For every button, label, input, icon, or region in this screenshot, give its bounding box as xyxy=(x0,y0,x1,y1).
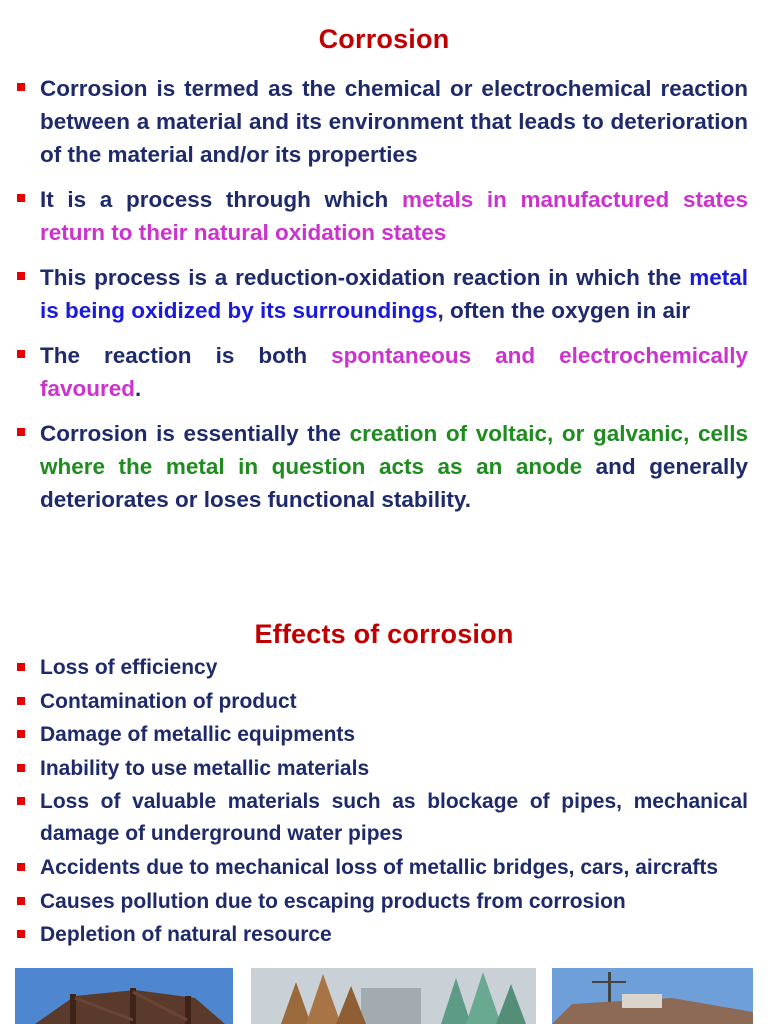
effect-item xyxy=(0,719,768,751)
statue-of-liberty-photo xyxy=(251,968,536,1024)
effect-text: Loss of valuable materials such as blockage of pipes, mechanical damage of underground water pipes xyxy=(40,790,748,846)
effect-item xyxy=(0,886,768,918)
bullet-square-icon xyxy=(17,797,25,805)
bullet-item xyxy=(0,183,768,249)
bullet-square-icon xyxy=(17,350,25,358)
highlighted-text: spontaneous and electrochemically favoured xyxy=(40,343,748,401)
bullet-text: The reaction is both xyxy=(40,343,332,368)
definition-bullet-list xyxy=(0,72,768,528)
corroded-bridge-photo xyxy=(15,968,233,1024)
bullet-square-icon xyxy=(17,194,25,202)
bullet-text: and generally deteriorates or loses functional stability. xyxy=(40,454,748,512)
bullet-text: . xyxy=(135,376,142,401)
effect-item xyxy=(0,686,768,718)
effect-text: Inability to use metallic materials xyxy=(40,756,370,780)
highlighted-text: metals in manufactured states return to their natural oxidation states xyxy=(40,187,748,245)
bullet-square-icon xyxy=(17,663,25,671)
bullet-square-icon xyxy=(17,897,25,905)
bullet-square-icon xyxy=(17,930,25,938)
rusted-ship-photo xyxy=(552,968,753,1024)
bullet-square-icon xyxy=(17,272,25,280)
bullet-square-icon xyxy=(17,697,25,705)
bullet-item xyxy=(0,339,768,405)
section-heading-effects: Effects of corrosion xyxy=(254,619,514,649)
statue-illustration xyxy=(251,968,536,1024)
effect-text: Contamination of product xyxy=(40,689,297,713)
effect-text: Accidents due to mechanical loss of metallic bridges, cars, aircrafts xyxy=(40,855,719,879)
bullet-text: Corrosion is essentially the xyxy=(40,421,350,446)
effect-item xyxy=(0,852,768,884)
bullet-square-icon xyxy=(17,83,25,91)
bridge-illustration xyxy=(15,968,233,1024)
bullet-item xyxy=(0,417,768,516)
bullet-text: It is a process through which xyxy=(40,187,402,212)
page-title: Corrosion xyxy=(318,24,450,54)
bullet-text: Corrosion is termed as the chemical or electrochemical reaction between a material and its environment that leads to deterioration of the material and/or its properties xyxy=(40,76,748,167)
bullet-text: , often the oxygen in air xyxy=(437,298,691,323)
effects-bullet-list xyxy=(0,652,768,953)
bullet-square-icon xyxy=(17,764,25,772)
highlighted-text: metal is being oxidized by its surroundings xyxy=(40,265,748,323)
bullet-item xyxy=(0,261,768,327)
effect-item xyxy=(0,919,768,951)
effect-item xyxy=(0,753,768,785)
effect-item xyxy=(0,786,768,850)
effect-text: Loss of efficiency xyxy=(40,656,218,679)
highlighted-text: creation of voltaic, or galvanic, cells where the metal in question acts as an anode xyxy=(40,421,748,479)
bullet-text: This process is a reduction-oxidation reaction in which the xyxy=(40,265,690,290)
bullet-square-icon xyxy=(17,428,25,436)
effect-text: Causes pollution due to escaping products from corrosion xyxy=(40,889,626,913)
bullet-square-icon xyxy=(17,730,25,738)
effect-text: Damage of metallic equipments xyxy=(40,723,356,747)
effect-item xyxy=(0,652,768,684)
ship-illustration xyxy=(552,968,753,1024)
effect-text: Depletion of natural resource xyxy=(40,923,332,947)
bullet-square-icon xyxy=(17,863,25,871)
bullet-item xyxy=(0,72,768,171)
